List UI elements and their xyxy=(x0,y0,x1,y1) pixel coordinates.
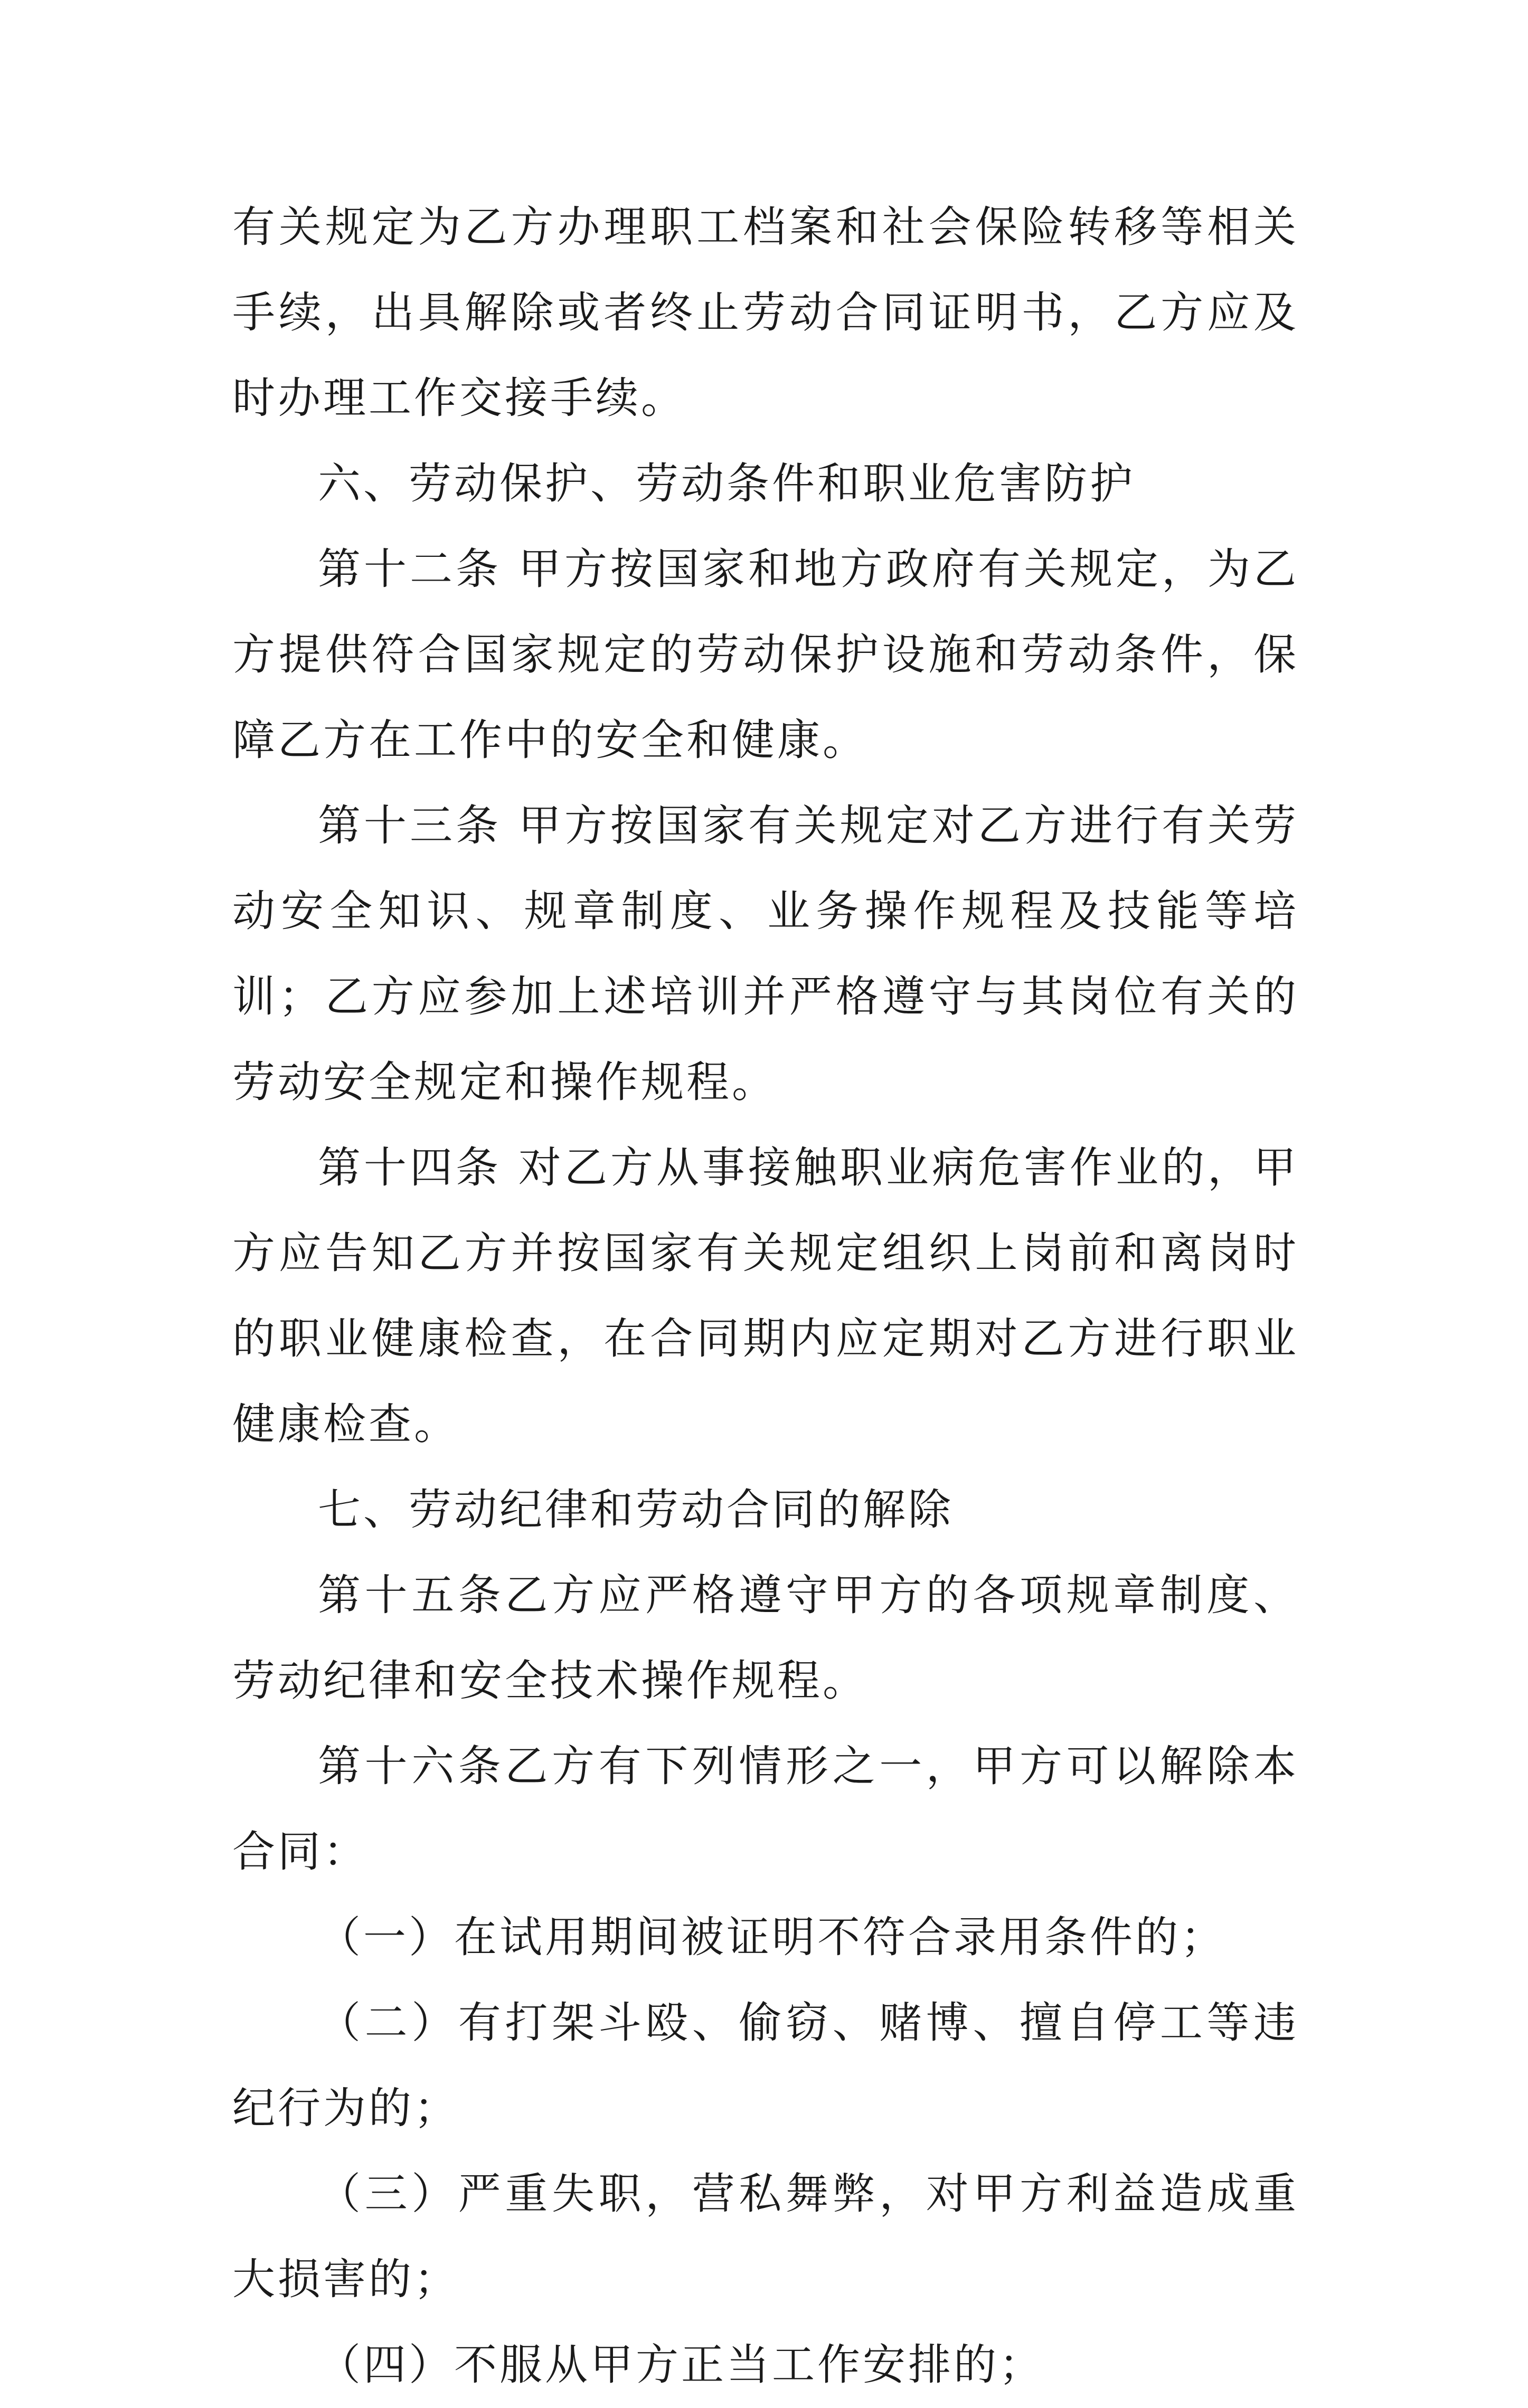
list-item-4: （四）不服从甲方正当工作安排的； xyxy=(318,2340,1045,2390)
section-heading-labor-protection: 六、劳动保护、劳动条件和职业危害防护 xyxy=(318,459,1136,509)
list-item-2: （二）有打架斗殴、偷窃、赌博、擅自停工等违纪行为的； xyxy=(232,1998,1299,2134)
list-item-3: （三）严重失职，营私舞弊，对甲方利益造成重大损害的； xyxy=(232,2169,1299,2305)
document-body xyxy=(232,185,1299,2408)
article-12: 第十二条 甲方按国家和地方政府有关规定，为乙方提供符合国家规定的劳动保护设施和劳动条件，保障乙方在工作中的安全和健康。 xyxy=(232,545,1299,765)
article-15: 第十五条乙方应严格遵守甲方的各项规章制度、劳动纪律和安全技术操作规程。 xyxy=(232,1571,1299,1706)
article-14: 第十四条 对乙方从事接触职业病危害作业的，甲方应告知乙方并按国家有关规定组织上岗前和离岗时的职业健康检查，在合同期内应定期对乙方进行职业健康检查。 xyxy=(232,1143,1299,1449)
paragraph-continued-clause: 有关规定为乙方办理职工档案和社会保险转移等相关手续，出具解除或者终止劳动合同证明书，乙方应及时办理工作交接手续。 xyxy=(232,203,1299,423)
list-item-1: （一）在试用期间被证明不符合录用条件的； xyxy=(318,1913,1227,1963)
article-16: 第十六条乙方有下列情形之一，甲方可以解除本合同： xyxy=(232,1742,1299,1877)
article-13: 第十三条 甲方按国家有关规定对乙方进行有关劳动安全知识、规章制度、业务操作规程及技能等培训；乙方应参加上述培训并严格遵守与其岗位有关的劳动安全规定和操作规程。 xyxy=(232,801,1299,1107)
section-heading-discipline: 七、劳动纪律和劳动合同的解除 xyxy=(318,1485,954,1535)
